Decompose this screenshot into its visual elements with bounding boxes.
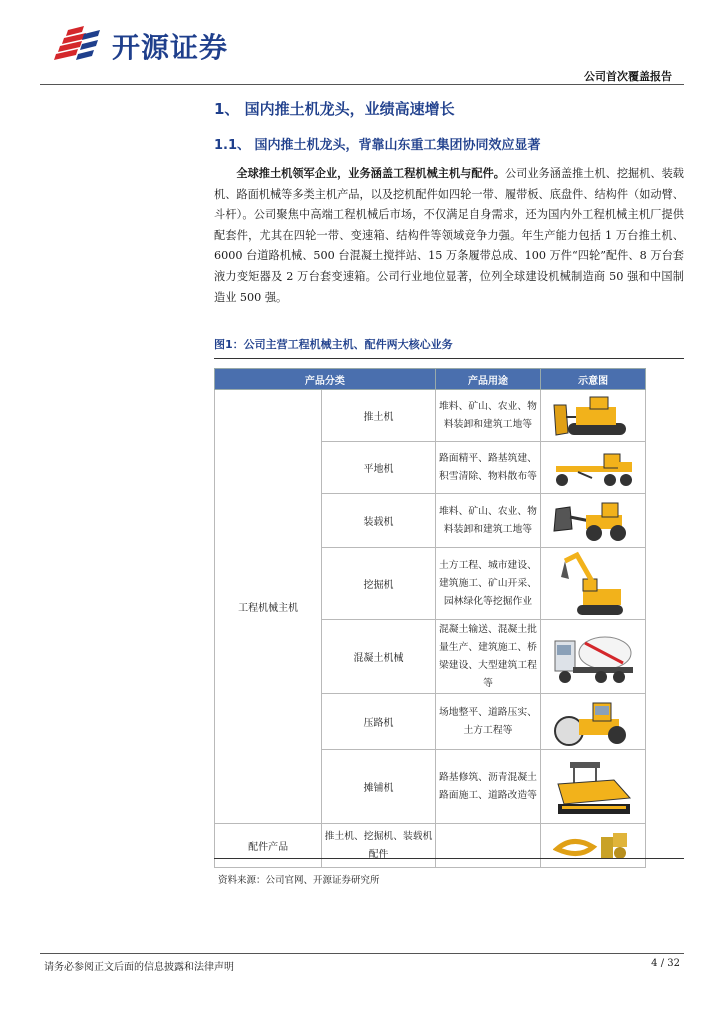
product-use: 堆料、矿山、农业、物料装卸和建筑工地等: [435, 494, 541, 548]
subsection-heading: 1.1、 国内推土机龙头，背靠山东重工集团协同效应显著: [214, 138, 541, 153]
company-logo: [54, 22, 259, 68]
product-image-cell: [541, 494, 646, 548]
grader-icon: [548, 448, 638, 488]
product-use: 路面精平、路基筑建、 积雪清除、物料散布等: [435, 442, 541, 494]
bulldozer-icon: [550, 393, 636, 439]
category-parts: 配件产品: [215, 824, 322, 868]
table-header-row: [215, 369, 646, 390]
figure-source: 资料来源：公司官网、开源证券研究所: [218, 875, 380, 886]
product-use: [435, 824, 541, 868]
col-header-image: 示意图: [541, 369, 646, 390]
product-name: 挖掘机: [322, 548, 435, 620]
product-use: 混凝土输送、混凝土批量生产、建筑施工、桥梁建设、大型建筑工程等: [435, 620, 541, 694]
section-heading: 1、 国内推土机龙头，业绩高速增长: [214, 100, 455, 118]
product-use: 路基修筑、沥青混凝土路面施工、道路改造等: [435, 750, 541, 824]
product-image-cell: [541, 548, 646, 620]
figure-bottom-rule: [214, 858, 684, 859]
product-use: 土方工程、城市建设、建筑施工、矿山开采、园林绿化等挖掘作业: [435, 548, 541, 620]
product-name: 摊铺机: [322, 750, 435, 824]
paragraph-body: 公司业务涵盖推土机、挖掘机、装载机、路面机械等多类主机产品，以及挖机配件如四轮一带、履带板、底盘件、结构件（如动臂、斗杆）。公司聚焦中高端工程机械后市场，不仅满足自身需求，还为国内外工程机械主机厂提供配套件，尤其在四轮一带、变速箱、结构件等领域竞争力强。年生产能力包括 1 万台推土机、6000 台道路机械、500 台混凝土搅拌站、15 万条履带总成、100 万件“四轮”配件、8 万台套液力变矩器及 2 万台套变速箱。公司行业地位显著，位列全球建设机械制造商 50 强和中国制造业 500 强。: [214, 167, 684, 304]
header-divider: [40, 84, 684, 85]
loader-icon: [550, 499, 636, 543]
product-name: 压路机: [322, 694, 435, 750]
footer-disclaimer: 请务必参阅正文后面的信息披露和法律声明: [44, 962, 234, 973]
mixer-truck-icon: [551, 627, 635, 687]
paver-icon: [550, 754, 636, 820]
product-image-cell: [541, 620, 646, 694]
product-table: [214, 368, 646, 868]
product-use: 堆料、矿山、农业、物料装卸和建筑工地等: [435, 390, 541, 442]
kaiyuan-logo-icon: [54, 24, 102, 66]
product-name: 混凝土机械: [322, 620, 435, 694]
product-image-cell: [541, 750, 646, 824]
col-header-category: 产品分类: [215, 369, 436, 390]
body-paragraph: [214, 163, 684, 308]
brand-name: 开源证券: [112, 31, 229, 64]
product-image-cell: [541, 694, 646, 750]
roller-icon: [551, 697, 635, 747]
product-name: 推土机: [322, 390, 435, 442]
product-image-cell: [541, 390, 646, 442]
product-use: 场地整平、道路压实、土方工程等: [435, 694, 541, 750]
paragraph-lead: 全球推土机领军企业，业务涵盖工程机械主机与配件。: [236, 166, 505, 180]
figure-top-rule: [214, 358, 684, 359]
product-name: 平地机: [322, 442, 435, 494]
product-name: 装载机: [322, 494, 435, 548]
page-number: 4 / 32: [651, 958, 680, 969]
excavator-icon: [553, 551, 633, 617]
table-row: [215, 390, 646, 442]
report-type: 公司首次覆盖报告: [584, 70, 672, 83]
product-image-cell: [541, 442, 646, 494]
figure-title: 图1：公司主营工程机械主机、配件两大核心业务: [214, 338, 453, 351]
col-header-use: 产品用途: [435, 369, 541, 390]
product-image-cell: [541, 824, 646, 868]
footer-divider: [40, 953, 684, 954]
table-row: [215, 824, 646, 868]
product-name: 推土机、挖掘机、装载机配件: [322, 824, 435, 868]
category-main: 工程机械主机: [215, 390, 322, 824]
